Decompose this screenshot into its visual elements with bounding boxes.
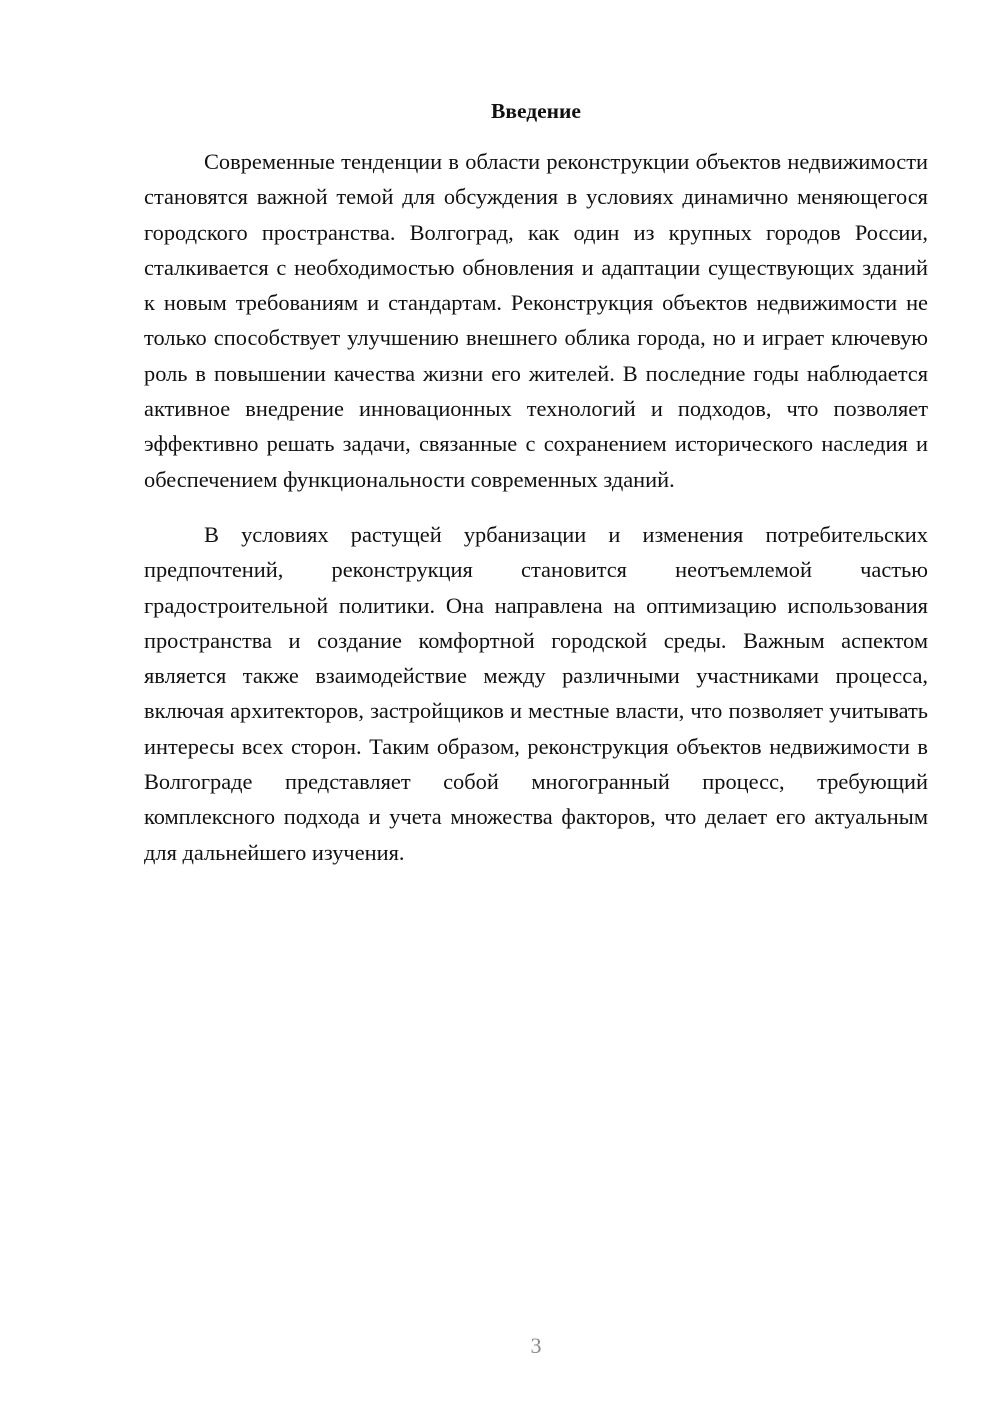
section-title: Введение xyxy=(491,99,581,123)
page-number: 3 xyxy=(530,1333,542,1358)
paragraph-2: В условиях растущей урбанизации и изменения потребительских предпочтений, реконструкция становится неотъемлемой частью градостроительной политики. Она направлена на оптимизацию использования пространства и создание комфортной городской среды. Важным аспектом является также взаимодействие между различными участниками процесса, включая архитекторов, застройщиков и местные власти, что позволяет учитывать интересы всех сторон. Таким образом, реконструкция объектов недвижимости в Волгограде представляет собой многогранный процесс, требующий комплексного подхода и учета множества факторов, что делает его актуальным для дальнейшего изучения. xyxy=(144,521,928,865)
page-content xyxy=(144,96,928,870)
paragraph-1: Современные тенденции в области реконструкции объектов недвижимости становятся важной темой для обсуждения в условиях динамично меняющегося городского пространства. Волгоград, как один из крупных городов России, сталкивается с необходимостью обновления и адаптации существующих зданий к новым требованиям и стандартам. Реконструкция объектов недвижимости не только способствует улучшению внешнего облика города, но и играет ключевую роль в повышении качества жизни его жителей. В последние годы наблюдается активное внедрение инновационных технологий и подходов, что позволяет эффективно решать задачи, связанные с сохранением исторического наследия и обеспечением функциональности современных зданий. xyxy=(144,149,928,492)
